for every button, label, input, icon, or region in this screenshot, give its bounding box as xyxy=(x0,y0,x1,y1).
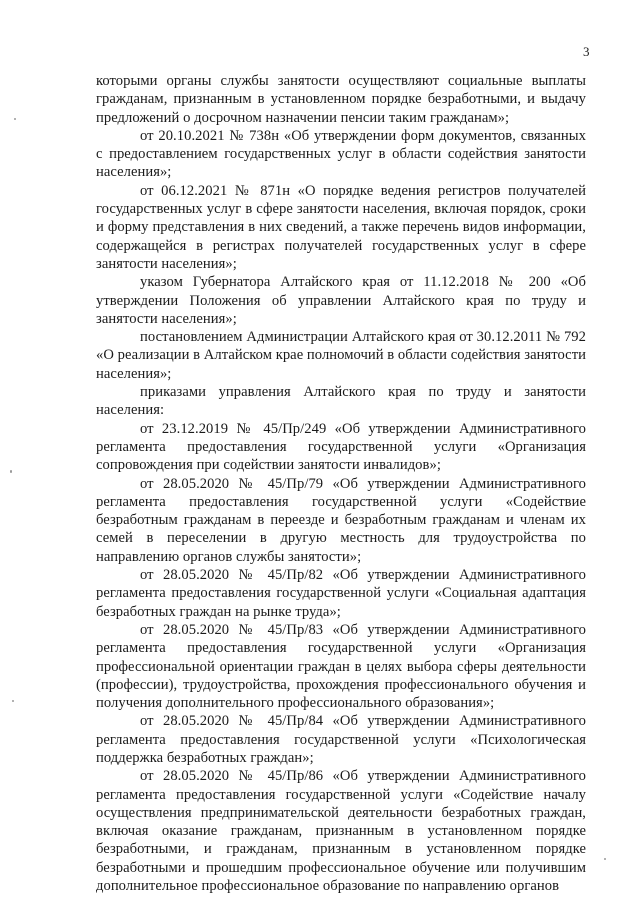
paragraph-order-45-82: от 28.05.2020 № 45/Пр/82 «Об утверждении Административного регламента предоставления государственной услуги «Социальная адаптация безработных граждан на рынке труда»; xyxy=(96,567,586,620)
paragraph-governor-decree-200: указом Губернатора Алтайского края от 11.12.2018 № 200 «Об утверждении Положения об управлении Алтайского края по труду и занятости населения»; xyxy=(96,274,586,327)
scan-speck-right xyxy=(604,858,606,860)
paragraph-order-45-83: от 28.05.2020 № 45/Пр/83 «Об утверждении Административного регламента предоставления государственной услуги «Организация профессиональной ориентации граждан в целях выбора сферы деятельности (профессии), трудоустройства, прохождения профессионального обучения и получения дополнительного профессионального образования»; xyxy=(96,621,586,712)
paragraph-order-871n: от 06.12.2021 № 871н «О порядке ведения регистров получателей государственных услуг в сфере занятости населения, включая порядок, сроки и форму представления в них сведений, а также перечень видов информации, содержащейся в регистрах получателей государственных услуг в сфере занятости населения»; xyxy=(96,182,586,272)
paragraph-social-payments-continuation: которыми органы службы занятости осуществляют социальные выплаты гражданам, признанным в установленном порядке безработными, и выдачу предложений о досрочном назначении пенсии таким гражданам»; xyxy=(96,73,586,126)
document-body xyxy=(96,72,586,895)
paragraph-order-45-79: от 28.05.2020 № 45/Пр/79 «Об утверждении Административного регламента предоставления государственной услуги «Содействие безработным гражданам в переезде и безработным гражданам и членам их семей в переселении в другую местность для трудоустройства по направлению органов службы занятости»; xyxy=(96,475,586,565)
paragraph-order-45-86: от 28.05.2020 № 45/Пр/86 «Об утверждении Административного регламента предоставления государственной услуги «Содействие началу осуществления предпринимательской деятельности безработных граждан, включая оказание гражданам, признанным в установленном порядке безработными, и гражданам, признанным в установленном порядке безработными и прошедшим профессиональное обучение или получившим дополнительное профессиональное образование по направлению органов xyxy=(96,768,586,895)
paragraph-orders-intro: приказами управления Алтайского края по труду и занятости населения: xyxy=(96,384,586,419)
scan-speck-top xyxy=(14,118,16,120)
scan-speck-middle xyxy=(10,470,12,473)
page-number: 3 xyxy=(583,44,590,59)
paragraph-order-45-249: от 23.12.2019 № 45/Пр/249 «Об утверждении Административного регламента предоставления государственной услуги «Организация сопровождения при содействии занятости инвалидов»; xyxy=(96,420,586,474)
paragraph-resolution-792: постановлением Администрации Алтайского края от 30.12.2011 № 792 «О реализации в Алтайском крае полномочий в области содействия занятости населения»; xyxy=(96,329,586,382)
scan-speck-bottom xyxy=(12,700,14,702)
paragraph-order-45-84: от 28.05.2020 № 45/Пр/84 «Об утверждении Административного регламента предоставления государственной услуги «Психологическая поддержка безработных граждан»; xyxy=(96,713,586,766)
paragraph-order-738n: от 20.10.2021 № 738н «Об утверждении форм документов, связанных с предоставлением государственных услуг в области содействия занятости населения»; xyxy=(96,127,586,181)
